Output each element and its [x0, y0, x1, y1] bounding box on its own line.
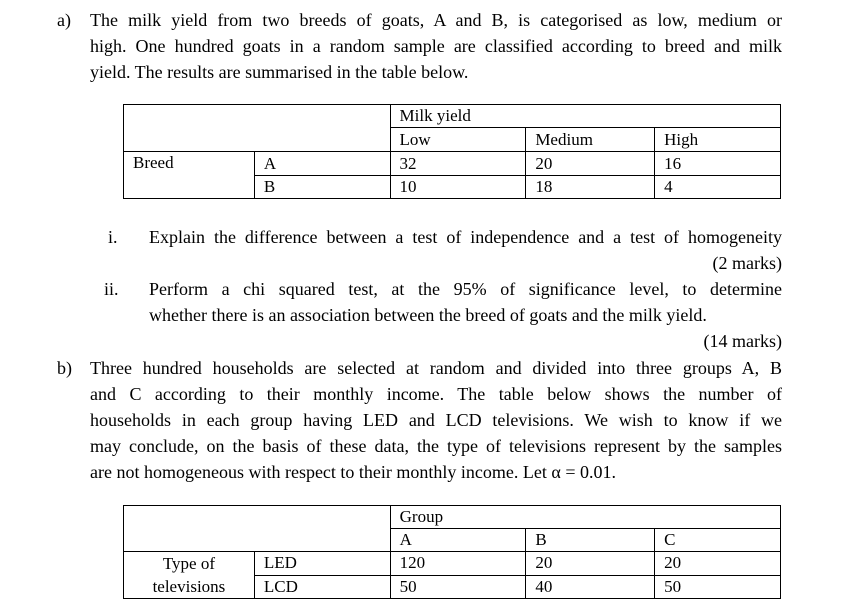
part-b-text — [90, 355, 782, 485]
row-label: B — [254, 176, 390, 199]
row-label: A — [254, 152, 390, 176]
part-a-label: a) — [57, 10, 71, 30]
question-i-text — [149, 224, 782, 276]
column-header: Low — [390, 128, 526, 152]
question-line: Perform a chi squared test, at the 95% of significance level, to determine — [149, 279, 782, 299]
row-header: Breed — [124, 152, 255, 199]
question-marks: (14 marks) — [703, 331, 782, 351]
part-b-line: Three hundred households are selected at random and divided into three groups A, B — [90, 358, 782, 378]
part-b-line: and C according to their monthly income. The table below shows the number of — [90, 384, 782, 404]
table-corner — [124, 506, 391, 552]
part-a-line: high. One hundred goats in a random sample are classified according to breed and milk — [90, 36, 782, 56]
row-header — [124, 552, 255, 599]
table-cell: 20 — [655, 552, 781, 576]
question-ii-text — [149, 276, 782, 354]
television-table — [123, 505, 781, 599]
row-header-line: televisions — [152, 577, 226, 596]
question-line: Explain the difference between a test of independence and a test of homogeneity — [149, 227, 782, 247]
part-a-text — [90, 7, 782, 85]
table-cell: 16 — [655, 152, 781, 176]
table-cell: 4 — [655, 176, 781, 199]
row-header-line: Type of — [162, 554, 215, 573]
table-corner — [124, 105, 391, 152]
part-b-line: households in each group having LED and LCD televisions. We wish to know if we — [90, 410, 782, 430]
row-label: LED — [254, 552, 390, 576]
part-b-line: may conclude, on the basis of these data, the type of televisions represent by the samples — [90, 436, 782, 456]
question-line: whether there is an association between the breed of goats and the milk yield. — [149, 305, 707, 325]
table-cell: 40 — [526, 575, 655, 599]
table-cell: 20 — [526, 152, 655, 176]
question-numeral: ii. — [104, 279, 119, 299]
part-a-line: The milk yield from two breeds of goats, A and B, is categorised as low, medium or — [90, 10, 782, 30]
row-label: LCD — [254, 575, 390, 599]
table-row — [124, 152, 781, 176]
table-group-header: Group — [390, 506, 780, 529]
part-b-line: are not homogeneous with respect to their monthly income. Let α = 0.01. — [90, 462, 616, 482]
question-marks: (2 marks) — [712, 253, 782, 273]
part-a-line: yield. The results are summarised in the table below. — [90, 62, 469, 82]
column-header: High — [655, 128, 781, 152]
question-numeral: i. — [108, 227, 118, 247]
table-cell: 50 — [655, 575, 781, 599]
table-cell: 18 — [526, 176, 655, 199]
part-b-label: b) — [57, 358, 72, 378]
column-header: A — [390, 529, 526, 552]
table-cell: 50 — [390, 575, 526, 599]
table-cell: 10 — [390, 176, 526, 199]
column-header: Medium — [526, 128, 655, 152]
table-cell: 120 — [390, 552, 526, 576]
table-row — [124, 552, 781, 576]
column-header: C — [655, 529, 781, 552]
milk-yield-table — [123, 104, 781, 199]
table-cell: 32 — [390, 152, 526, 176]
table-group-header: Milk yield — [390, 105, 780, 128]
column-header: B — [526, 529, 655, 552]
table-cell: 20 — [526, 552, 655, 576]
